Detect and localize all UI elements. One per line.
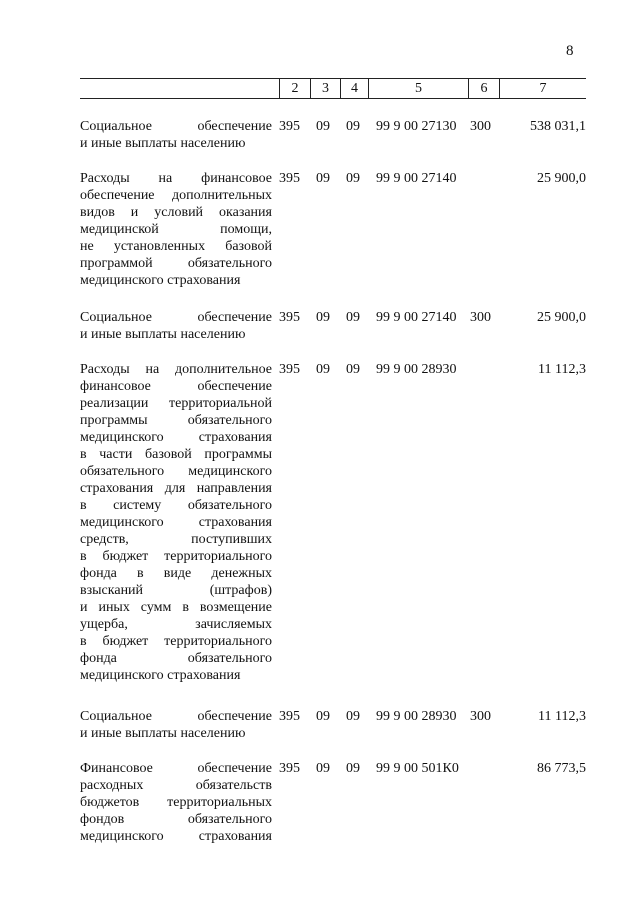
column-header-5: 5 bbox=[415, 81, 422, 96]
header-top-rule bbox=[80, 78, 586, 79]
cell-subsection: 09 bbox=[346, 362, 360, 377]
row-description bbox=[80, 708, 272, 742]
description-line: Расходы на финансовое bbox=[80, 171, 272, 186]
description-line: фонда обязательного bbox=[80, 651, 272, 666]
cell-section: 09 bbox=[316, 362, 330, 377]
cell-ministry-code: 395 bbox=[279, 310, 300, 325]
description-line: взысканий (штрафов) bbox=[80, 583, 272, 598]
cell-ministry-code: 395 bbox=[279, 709, 300, 724]
cell-expense-type: 300 bbox=[470, 310, 491, 325]
cell-ministry-code: 395 bbox=[279, 761, 300, 776]
description-line: и иные выплаты населению bbox=[80, 327, 246, 342]
column-header-3: 3 bbox=[322, 81, 329, 96]
description-line: страхования для направления bbox=[80, 481, 272, 496]
description-line: бюджетов территориальных bbox=[80, 795, 272, 810]
description-line: средств, поступивших bbox=[80, 532, 272, 547]
cell-target-article: 99 9 00 27140 bbox=[376, 171, 457, 186]
description-line: медицинского страхования bbox=[80, 430, 272, 445]
description-line: в части базовой программы bbox=[80, 447, 272, 462]
description-line: в систему обязательного bbox=[80, 498, 272, 513]
column-header-4: 4 bbox=[351, 81, 358, 96]
cell-section: 09 bbox=[316, 709, 330, 724]
description-line: и иные выплаты населению bbox=[80, 136, 246, 151]
description-line: медицинского страхования bbox=[80, 668, 241, 683]
description-line: обеспечение дополнительных bbox=[80, 188, 272, 203]
cell-subsection: 09 bbox=[346, 709, 360, 724]
row-description bbox=[80, 361, 272, 684]
cell-amount: 25 900,0 bbox=[537, 310, 586, 325]
column-header-2: 2 bbox=[291, 81, 299, 96]
column-header-7: 7 bbox=[539, 81, 547, 96]
description-line: реализации территориальной bbox=[80, 396, 272, 411]
cell-target-article: 99 9 00 27130 bbox=[376, 119, 457, 134]
cell-expense-type: 300 bbox=[470, 119, 491, 134]
description-line: программы обязательного bbox=[80, 413, 272, 428]
cell-ministry-code: 395 bbox=[279, 362, 300, 377]
cell-amount: 86 773,5 bbox=[537, 761, 586, 776]
description-line: медицинской помощи, bbox=[80, 222, 272, 237]
row-description bbox=[80, 170, 272, 289]
description-line: Социальное обеспечение bbox=[80, 119, 272, 134]
description-line: Социальное обеспечение bbox=[80, 709, 272, 724]
description-line: программой обязательного bbox=[80, 256, 272, 271]
description-line: в бюджет территориального bbox=[80, 634, 272, 649]
description-line: медицинского страхования bbox=[80, 515, 272, 530]
description-line: Социальное обеспечение bbox=[80, 310, 272, 325]
cell-amount: 25 900,0 bbox=[537, 171, 586, 186]
description-line: финансовое обеспечение bbox=[80, 379, 272, 394]
cell-target-article: 99 9 00 28930 bbox=[376, 362, 457, 377]
cell-target-article: 99 9 00 501К0 bbox=[376, 761, 459, 776]
cell-subsection: 09 bbox=[346, 171, 360, 186]
cell-section: 09 bbox=[316, 761, 330, 776]
description-line: медицинского страхования bbox=[80, 273, 241, 288]
row-description bbox=[80, 118, 272, 152]
description-line: и иные выплаты населению bbox=[80, 726, 246, 741]
cell-target-article: 99 9 00 28930 bbox=[376, 709, 457, 724]
row-description bbox=[80, 309, 272, 343]
row-description bbox=[80, 760, 272, 845]
cell-section: 09 bbox=[316, 171, 330, 186]
description-line: Финансовое обеспечение bbox=[80, 761, 272, 776]
description-line: и иных сумм в возмещение bbox=[80, 600, 272, 615]
description-line: обязательного медицинского bbox=[80, 464, 272, 479]
description-line: видов и условий оказания bbox=[80, 205, 272, 220]
description-line: расходных обязательств bbox=[80, 778, 272, 793]
cell-expense-type: 300 bbox=[470, 709, 491, 724]
cell-subsection: 09 bbox=[346, 310, 360, 325]
cell-amount: 11 112,3 bbox=[538, 362, 586, 377]
cell-subsection: 09 bbox=[346, 761, 360, 776]
cell-subsection: 09 bbox=[346, 119, 360, 134]
description-line: в бюджет территориального bbox=[80, 549, 272, 564]
cell-amount: 538 031,1 bbox=[530, 119, 586, 134]
description-line: ущерба, зачисляемых bbox=[80, 617, 272, 632]
cell-ministry-code: 395 bbox=[279, 119, 300, 134]
description-line: фондов обязательного bbox=[80, 812, 272, 827]
cell-section: 09 bbox=[316, 119, 330, 134]
column-header-6: 6 bbox=[480, 81, 488, 96]
cell-ministry-code: 395 bbox=[279, 171, 300, 186]
cell-amount: 11 112,3 bbox=[538, 709, 586, 724]
page-number: 8 bbox=[566, 43, 574, 59]
description-line: медицинского страхования bbox=[80, 829, 272, 844]
cell-target-article: 99 9 00 27140 bbox=[376, 310, 457, 325]
description-line: Расходы на дополнительное bbox=[80, 362, 272, 377]
cell-section: 09 bbox=[316, 310, 330, 325]
description-line: фонда в виде денежных bbox=[80, 566, 272, 581]
description-line: не установленных базовой bbox=[80, 239, 272, 254]
header-bottom-rule bbox=[80, 98, 586, 99]
